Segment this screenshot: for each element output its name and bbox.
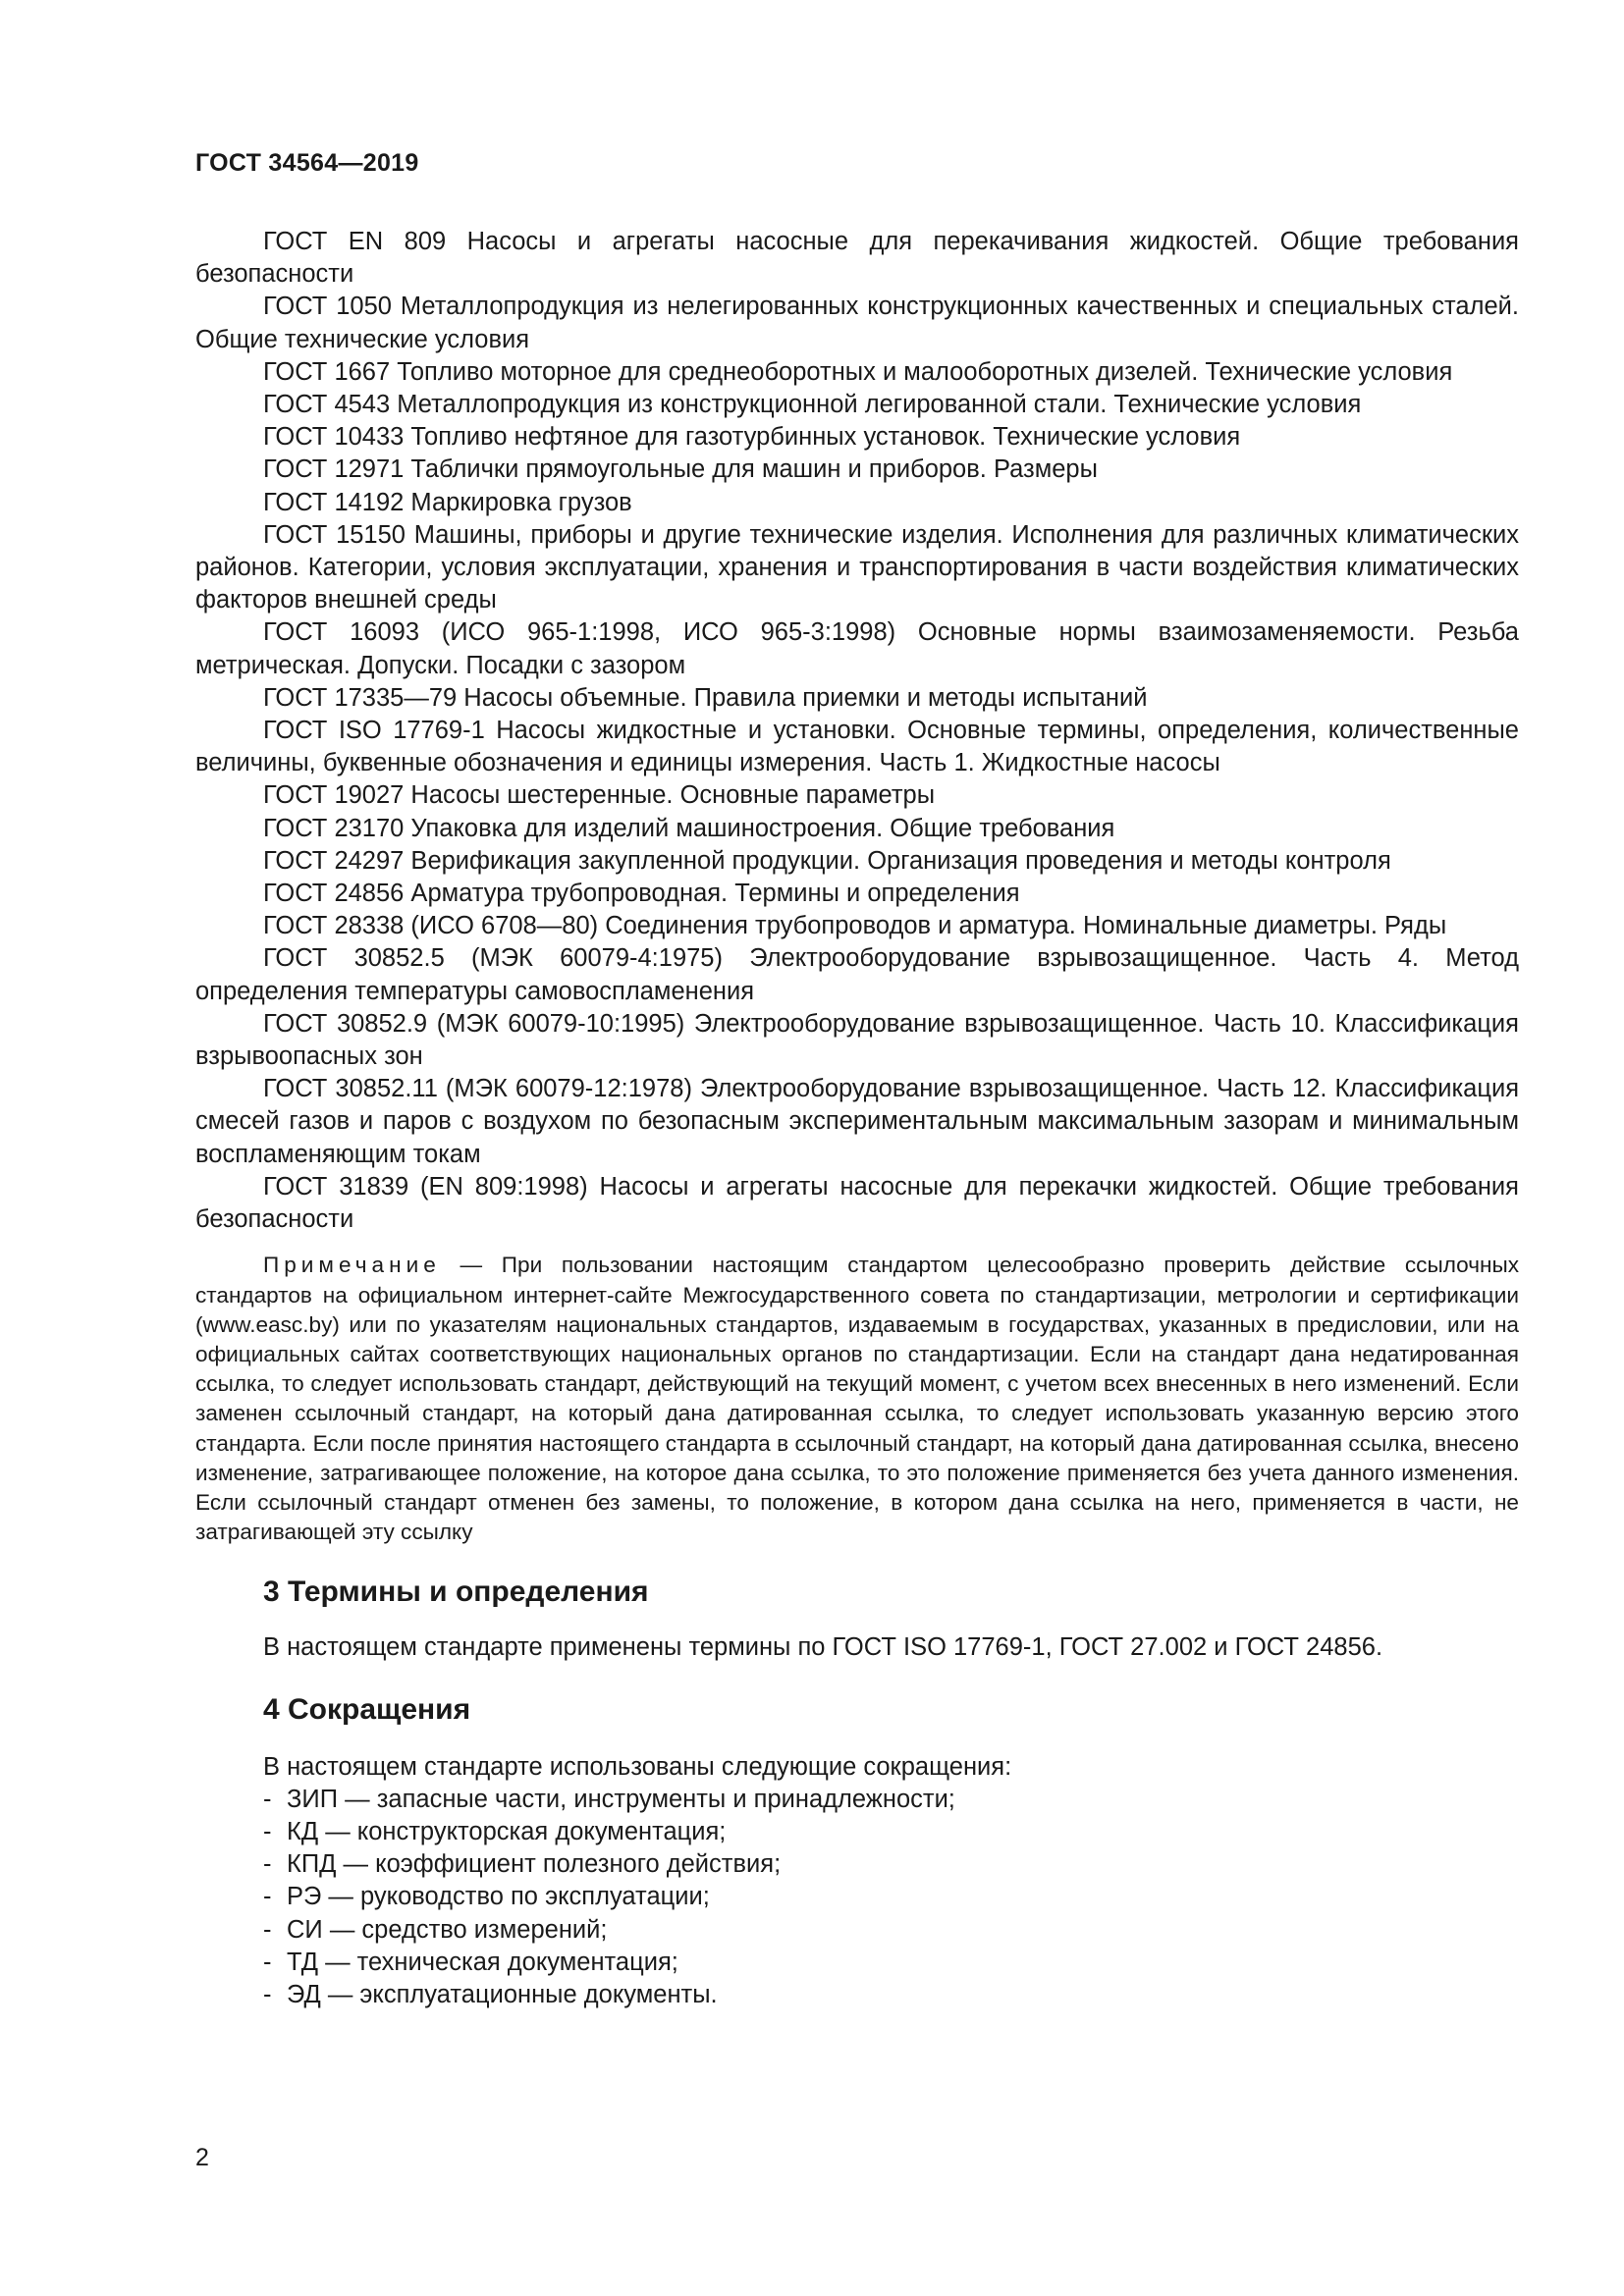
section-3-text: В настоящем стандарте применены термины по ГОСТ ISO 17769-1, ГОСТ 27.002 и ГОСТ 24856. bbox=[263, 1633, 1383, 1662]
reference-item: ГОСТ 16093 (ИСО 965-1:1998, ИСО 965-3:1998) Основные нормы взаимозаменяемости. Резьба метрическая. Допуски. Посадки с зазором bbox=[195, 618, 1519, 679]
list-item bbox=[263, 1848, 1519, 1881]
reference-item: ГОСТ 24297 Верификация закупленной продукции. Организация проведения и методы контроля bbox=[263, 846, 1391, 875]
list-item bbox=[263, 1947, 1519, 1979]
list-item bbox=[263, 1784, 1519, 1816]
list-dash: - bbox=[263, 1850, 272, 1879]
section-4-heading: 4 Сокращения bbox=[263, 1692, 471, 1726]
list-item bbox=[263, 1816, 1519, 1848]
abbreviation-text: ЗИП — запасные части, инструменты и принадлежности; bbox=[287, 1785, 955, 1813]
reference-item: ГОСТ 4543 Металлопродукция из конструкционной легированной стали. Технические условия bbox=[263, 391, 1362, 419]
abbreviation-text: КПД — коэффициент полезного действия; bbox=[287, 1850, 782, 1879]
abbreviation-text: ЭД — эксплуатационные документы. bbox=[287, 1980, 718, 2008]
reference-item: ГОСТ EN 809 Насосы и агрегаты насосные для перекачивания жидкостей. Общие требования безопасности bbox=[195, 228, 1519, 289]
section-3-heading: 3 Термины и определения bbox=[263, 1575, 649, 1609]
reference-item: ГОСТ 23170 Упаковка для изделий машиностроения. Общие требования bbox=[263, 814, 1115, 842]
reference-item: ГОСТ 30852.5 (МЭК 60079-4:1975) Электрооборудование взрывозащищенное. Часть 4. Метод определения температуры самовоспламенения bbox=[195, 944, 1519, 1005]
note-paragraph bbox=[195, 1251, 1519, 1547]
list-item bbox=[263, 1914, 1519, 1947]
reference-item: ГОСТ 28338 (ИСО 6708—80) Соединения трубопроводов и арматура. Номинальные диаметры. Ряды bbox=[263, 912, 1447, 940]
reference-item: ГОСТ 17335—79 Насосы объемные. Правила приемки и методы испытаний bbox=[263, 683, 1148, 712]
reference-item: ГОСТ 30852.9 (МЭК 60079-10:1995) Электрооборудование взрывозащищенное. Часть 10. Классификация взрывоопасных зон bbox=[195, 1009, 1519, 1071]
note-text: — При пользовании настоящим стандартом целесообразно проверить действие ссылочных стандартов на официальном интернет-сайте Межгосударственного совета по стандартизации, метрологии и сертификации (www.easc.by) или по указателям национальных стандартов, издаваемым в государствах, указанных в предисловии, или на официальных сайтах соответствующих национальных органов по стандартизации. Если на стандарт дана недатированная ссылка, то следует использовать стандарт, действующий на текущий момент, с учетом всех внесенных в него изменений. Если заменен ссылочный стандарт, на который дана датированная ссылка, то следует использовать указанную версию этого стандарта. Если после принятия настоящего стандарта в ссылочный стандарт, на который дана датированная ссылка, внесено изменение, затрагивающее положение, на которое дана ссылка, то это положение применяется без учета данного изменения. Если ссылочный стандарт отменен без замены, то положение, в котором дана ссылка на него, применяется в части, не затрагивающей эту ссылку bbox=[195, 1253, 1519, 1545]
abbreviation-text: СИ — средство измерений; bbox=[287, 1915, 608, 1944]
reference-item: ГОСТ 31839 (EN 809:1998) Насосы и агрегаты насосные для перекачки жидкостей. Общие требования безопасности bbox=[195, 1172, 1519, 1234]
normative-references-list bbox=[195, 226, 1519, 1236]
list-item bbox=[263, 1881, 1519, 1913]
abbreviation-text: ТД — техническая документация; bbox=[287, 1948, 678, 1976]
reference-item: ГОСТ 30852.11 (МЭК 60079-12:1978) Электрооборудование взрывозащищенное. Часть 12. Классификация смесей газов и паров с воздухом по безопасным экспериментальным максимальным зазорам и минимальным воспламеняющим токам bbox=[195, 1075, 1519, 1168]
reference-item: ГОСТ 19027 Насосы шестеренные. Основные параметры bbox=[263, 781, 936, 810]
reference-item: ГОСТ ISO 17769-1 Насосы жидкостные и установки. Основные термины, определения, количественные величины, буквенные обозначения и единицы измерения. Часть 1. Жидкостные насосы bbox=[195, 717, 1519, 777]
list-dash: - bbox=[263, 1915, 272, 1944]
section-4-intro: В настоящем стандарте использованы следующие сокращения: bbox=[263, 1752, 1012, 1781]
page-number: 2 bbox=[195, 2144, 209, 2171]
list-item bbox=[263, 1979, 1519, 2011]
list-dash: - bbox=[263, 1948, 272, 1976]
note-label: Примечание bbox=[263, 1253, 441, 1278]
list-dash: - bbox=[263, 1817, 272, 1845]
reference-item: ГОСТ 24856 Арматура трубопроводная. Термины и определения bbox=[263, 880, 1020, 908]
document-header-title: ГОСТ 34564—2019 bbox=[195, 149, 419, 177]
list-dash: - bbox=[263, 1883, 272, 1911]
reference-item: ГОСТ 12971 Таблички прямоугольные для машин и приборов. Размеры bbox=[263, 455, 1098, 484]
reference-item: ГОСТ 1050 Металлопродукция из нелегированных конструкционных качественных и специальных сталей. Общие технические условия bbox=[195, 293, 1519, 353]
reference-item: ГОСТ 15150 Машины, приборы и другие технические изделия. Исполнения для различных климатических районов. Категории, условия эксплуатации, хранения и транспортирования в части воздействия климатических факторов внешней среды bbox=[195, 520, 1519, 614]
reference-item: ГОСТ 1667 Топливо моторное для среднеоборотных и малооборотных дизелей. Технические условия bbox=[263, 357, 1453, 386]
page-content bbox=[195, 226, 1519, 2011]
reference-item: ГОСТ 10433 Топливо нефтяное для газотурбинных установок. Технические условия bbox=[263, 423, 1241, 452]
list-dash: - bbox=[263, 1980, 272, 2008]
abbreviations-list bbox=[195, 1784, 1519, 2011]
reference-item: ГОСТ 14192 Маркировка грузов bbox=[263, 488, 632, 516]
abbreviation-text: РЭ — руководство по эксплуатации; bbox=[287, 1883, 710, 1911]
abbreviation-text: КД — конструкторская документация; bbox=[287, 1817, 727, 1845]
list-dash: - bbox=[263, 1785, 272, 1813]
